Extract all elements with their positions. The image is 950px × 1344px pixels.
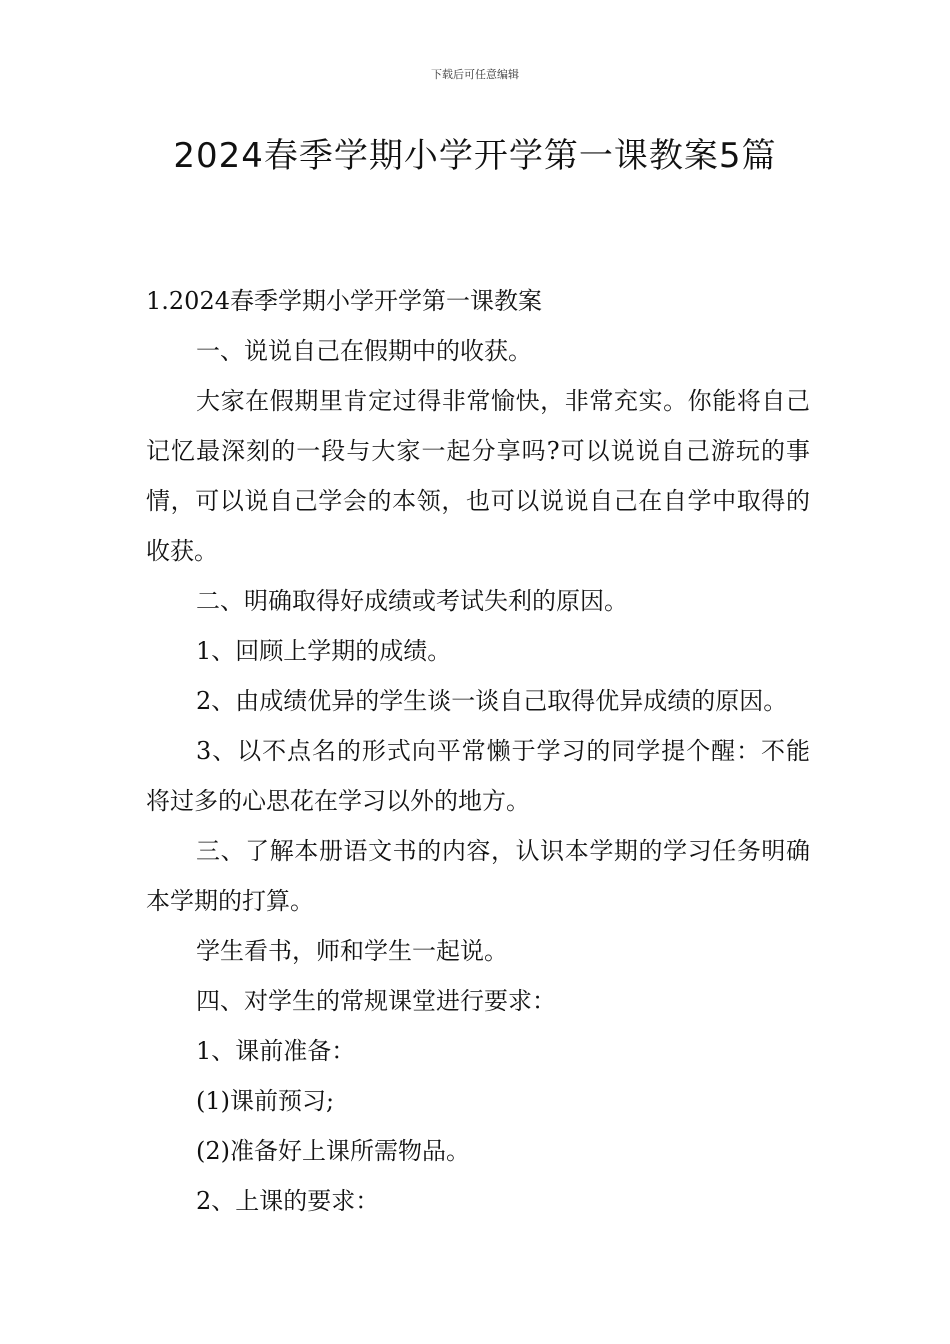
paragraph: 2、由成绩优异的学生谈一谈自己取得优异成绩的原因。 <box>196 687 788 715</box>
paragraph: 四、对学生的常规课堂进行要求： <box>196 987 556 1015</box>
header-note: 下载后可任意编辑 <box>431 68 519 81</box>
paragraph: 2、上课的要求： <box>196 1187 380 1215</box>
paragraph: 大家在假期里肯定过得非常愉快，非常充实。你能将自己记忆最深刻的一段与大家一起分享吗?可以说说自己游玩的事情，可以说自己学会的本领，也可以说说自己在自学中取得的收获。 <box>146 387 810 565</box>
section-heading: 1.2024春季学期小学开学第一课教案 <box>146 287 542 315</box>
paragraph: (2)准备好上课所需物品。 <box>196 1137 470 1165</box>
paragraph: 3、以不点名的形式向平常懒于学习的同学提个醒：不能将过多的心思花在学习以外的地方。 <box>146 737 810 815</box>
paragraph: 一、说说自己在假期中的收获。 <box>196 337 532 365</box>
paragraph: 二、明确取得好成绩或考试失利的原因。 <box>196 587 628 615</box>
paragraph: 1、回顾上学期的成绩。 <box>196 637 452 665</box>
document-title: 2024春季学期小学开学第一课教案5篇 <box>173 136 777 176</box>
paragraph: 三、了解本册语文书的内容，认识本学期的学习任务明确本学期的打算。 <box>146 837 810 915</box>
paragraph: (1)课前预习; <box>196 1087 335 1115</box>
paragraph: 1、课前准备： <box>196 1037 356 1065</box>
paragraph: 学生看书，师和学生一起说。 <box>196 937 508 965</box>
document-body <box>146 276 810 1226</box>
